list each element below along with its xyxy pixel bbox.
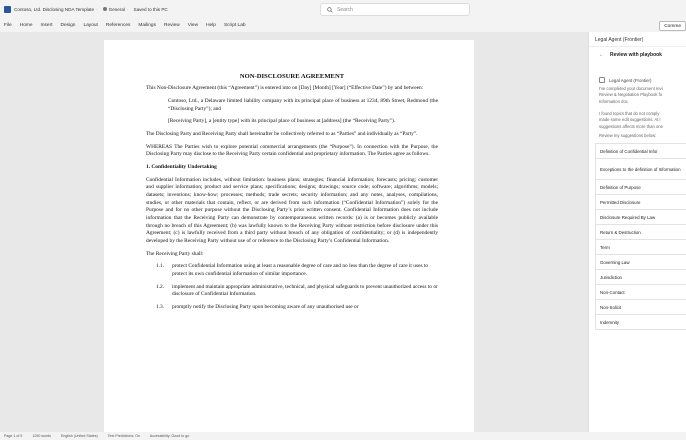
obligation-number: 1.1. <box>156 263 165 270</box>
agent-message-line: I found topics that do not comply <box>599 111 660 117</box>
menu-tab-references[interactable]: References <box>105 23 131 28</box>
section-1-body: Confidential Information includes, without limitation: business plans; strategies; financial information; forecasts; pricing; customer and supplier information; product and service plans; specifications; designs; drawings; source code; software; algorithms; models; datasets; inventions; know-how; processes; methods; trade secrets; security information; and any notes, analyses, compilations, studies, or other materials that contain, reflect, or are derived from such information (“Confidential Information”) solely for the Purpose and for no other purpose without the Disclosing Party’s prior written consent. Confidential Information does not include information that the Receiving Party can demonstrate by contemporaneous written records: (a) is or becomes publicly available through no breach of this Agreement; (b) was lawfully known to the Receiving Party without restriction before disclosure under this Agreement; (c) is lawfully received from a third party without breach of any obligation of confidentiality; or (d) is independently developed by the Receiving Party without use of or reference to the Disclosing Party’s Confidential Information. <box>146 176 438 245</box>
accessibility-status[interactable]: Accessibility: Good to go <box>149 434 190 438</box>
obligation-item <box>156 263 438 278</box>
status-bar <box>0 432 686 440</box>
pane-subheader <box>589 47 686 63</box>
word-count[interactable]: 1250 words <box>32 434 51 438</box>
parties-definition: The Disclosing Party and Receiving Party shall hereinafter be collectively referred to as “Parties” and individually as “Party”. <box>146 131 418 138</box>
language-status[interactable]: English (United States) <box>60 434 98 438</box>
title-separator: · <box>126 7 129 12</box>
legal-agent-pane <box>588 32 686 432</box>
party-2-paragraph: [Receiving Party], a [entity type] with its principal place of business at [address] (the “Receiving Party”). <box>168 118 396 125</box>
obligation-item <box>156 304 438 312</box>
suggestion-list <box>589 143 686 330</box>
menu-tab-view[interactable]: View <box>187 23 199 28</box>
party-1-paragraph: Contoso, Ltd., a Delaware limited liability company with its principal place of business at 1234, 89th Street, Redmond (the “Disclosing Party”); and <box>168 98 438 112</box>
whereas-paragraph: WHEREAS The Parties wish to explore potential commercial arrangements (the “Purpose”). In connection with the Purpose, the Disclosing Party may disclose to the Receiving Party certain confidential and proprietary information. The Parties agree as follows. <box>146 143 438 158</box>
obligation-item <box>156 284 438 299</box>
document-page[interactable] <box>104 40 474 432</box>
menu-tab-mailings[interactable]: Mailings <box>138 23 157 28</box>
review-prompt <box>589 130 686 139</box>
ribbon-tabs <box>0 19 686 32</box>
search-placeholder: Search <box>337 6 353 13</box>
obligation-number: 1.2. <box>156 283 165 290</box>
comments-button[interactable]: Comme <box>659 21 686 31</box>
document-canvas[interactable] <box>0 32 588 432</box>
agent-message-line: I've completed your document revi <box>599 86 663 91</box>
obligation-text: promptly notify the Disclosing Party upon becoming aware of any unauthorised use or <box>172 304 359 311</box>
obligation-text: implement and maintain appropriate administrative, technical, and physical safeguards to prevent unauthorized access to or disclosure of Confidential Information. <box>172 283 438 298</box>
suggestion-item[interactable]: Governing Law <box>595 254 686 270</box>
menu-tab-layout[interactable]: Layout <box>83 23 98 28</box>
obligation-number: 1.3. <box>156 304 165 311</box>
document-name: Contoso, Ltd. Disclosing NDA Template <box>14 7 95 12</box>
suggestion-item[interactable]: Disclosure Required By Law <box>595 209 686 225</box>
document-title: NON-DISCLOSURE AGREEMENT <box>239 73 345 80</box>
suggestion-item[interactable]: Definition of Purpose <box>595 179 686 195</box>
text-predictions-status[interactable]: Text Predictions: On <box>107 434 140 438</box>
title-separator: · <box>96 7 98 12</box>
suggestion-item[interactable]: Permitted Disclosure <box>595 194 686 210</box>
section-1-heading: 1. Confidentiality Undertaking <box>146 164 217 171</box>
menu-tab-help[interactable]: Help <box>206 23 216 28</box>
intro-paragraph: This Non-Disclosure Agreement (this “Agreement”) is entered into on [Day] [Month] [Year] (“Effective Date”) by and between: <box>146 85 424 92</box>
menu-tab-insert[interactable]: Insert <box>40 23 53 28</box>
sensitivity-label[interactable] <box>103 7 125 12</box>
sensitivity-text: General <box>108 7 125 12</box>
agent-message-line: made some edit suggestions. At l <box>599 117 661 123</box>
agent-message-line: Review & Negotiation Playbook fo <box>599 92 663 98</box>
menu-tab-home[interactable]: Home <box>19 23 33 28</box>
pane-header: Legal Agent (Frontier) <box>589 32 686 47</box>
sensitivity-icon <box>103 7 107 11</box>
agent-name: Legal Agent (Frontier) <box>609 77 652 83</box>
menu-tab-review[interactable]: Review <box>164 23 180 28</box>
agent-message-line: suggestions affects more than one <box>599 123 663 129</box>
obligation-text: protect Confidential Information using at least a reasonable degree of care and no less than the degree of care it uses to protect its own confidential information of similar importance. <box>172 263 429 278</box>
search-icon <box>327 7 333 13</box>
back-arrow-icon[interactable]: ← <box>599 52 604 58</box>
suggestion-item[interactable]: Term <box>595 239 686 255</box>
suggestion-item[interactable]: Non-Solicit <box>595 299 686 315</box>
agent-icon <box>599 77 605 83</box>
suggestion-item[interactable]: Jurisdiction <box>595 269 686 285</box>
agent-message-line: Information doc. <box>599 98 630 104</box>
menu-tab-script-lab[interactable]: Script Lab <box>223 23 246 28</box>
suggestion-item[interactable]: Return & Destruction <box>595 224 686 240</box>
review-prompt-text: Review my suggestions below: <box>599 133 657 139</box>
suggestion-item[interactable]: Definition of Confidential Infor <box>595 143 686 159</box>
menu-tab-file[interactable]: File <box>4 23 12 28</box>
word-app-icon <box>4 6 11 13</box>
page-count[interactable]: Page 1 of 5 <box>4 434 23 438</box>
menu-tab-design[interactable]: Design <box>60 23 76 28</box>
save-status[interactable]: Saved to this PC <box>133 7 168 12</box>
pane-subheader-title: Review with playbook <box>610 52 662 58</box>
receiving-party-shall: The Receiving Party shall: <box>146 250 204 257</box>
obligation-list <box>146 263 438 311</box>
search-box[interactable] <box>320 3 470 16</box>
suggestion-item[interactable]: Exceptions to the definition of Information <box>595 158 686 180</box>
suggestion-item[interactable]: Indemnity <box>595 314 686 330</box>
agent-message <box>589 83 686 130</box>
suggestion-item[interactable]: Non-Contact <box>595 284 686 300</box>
